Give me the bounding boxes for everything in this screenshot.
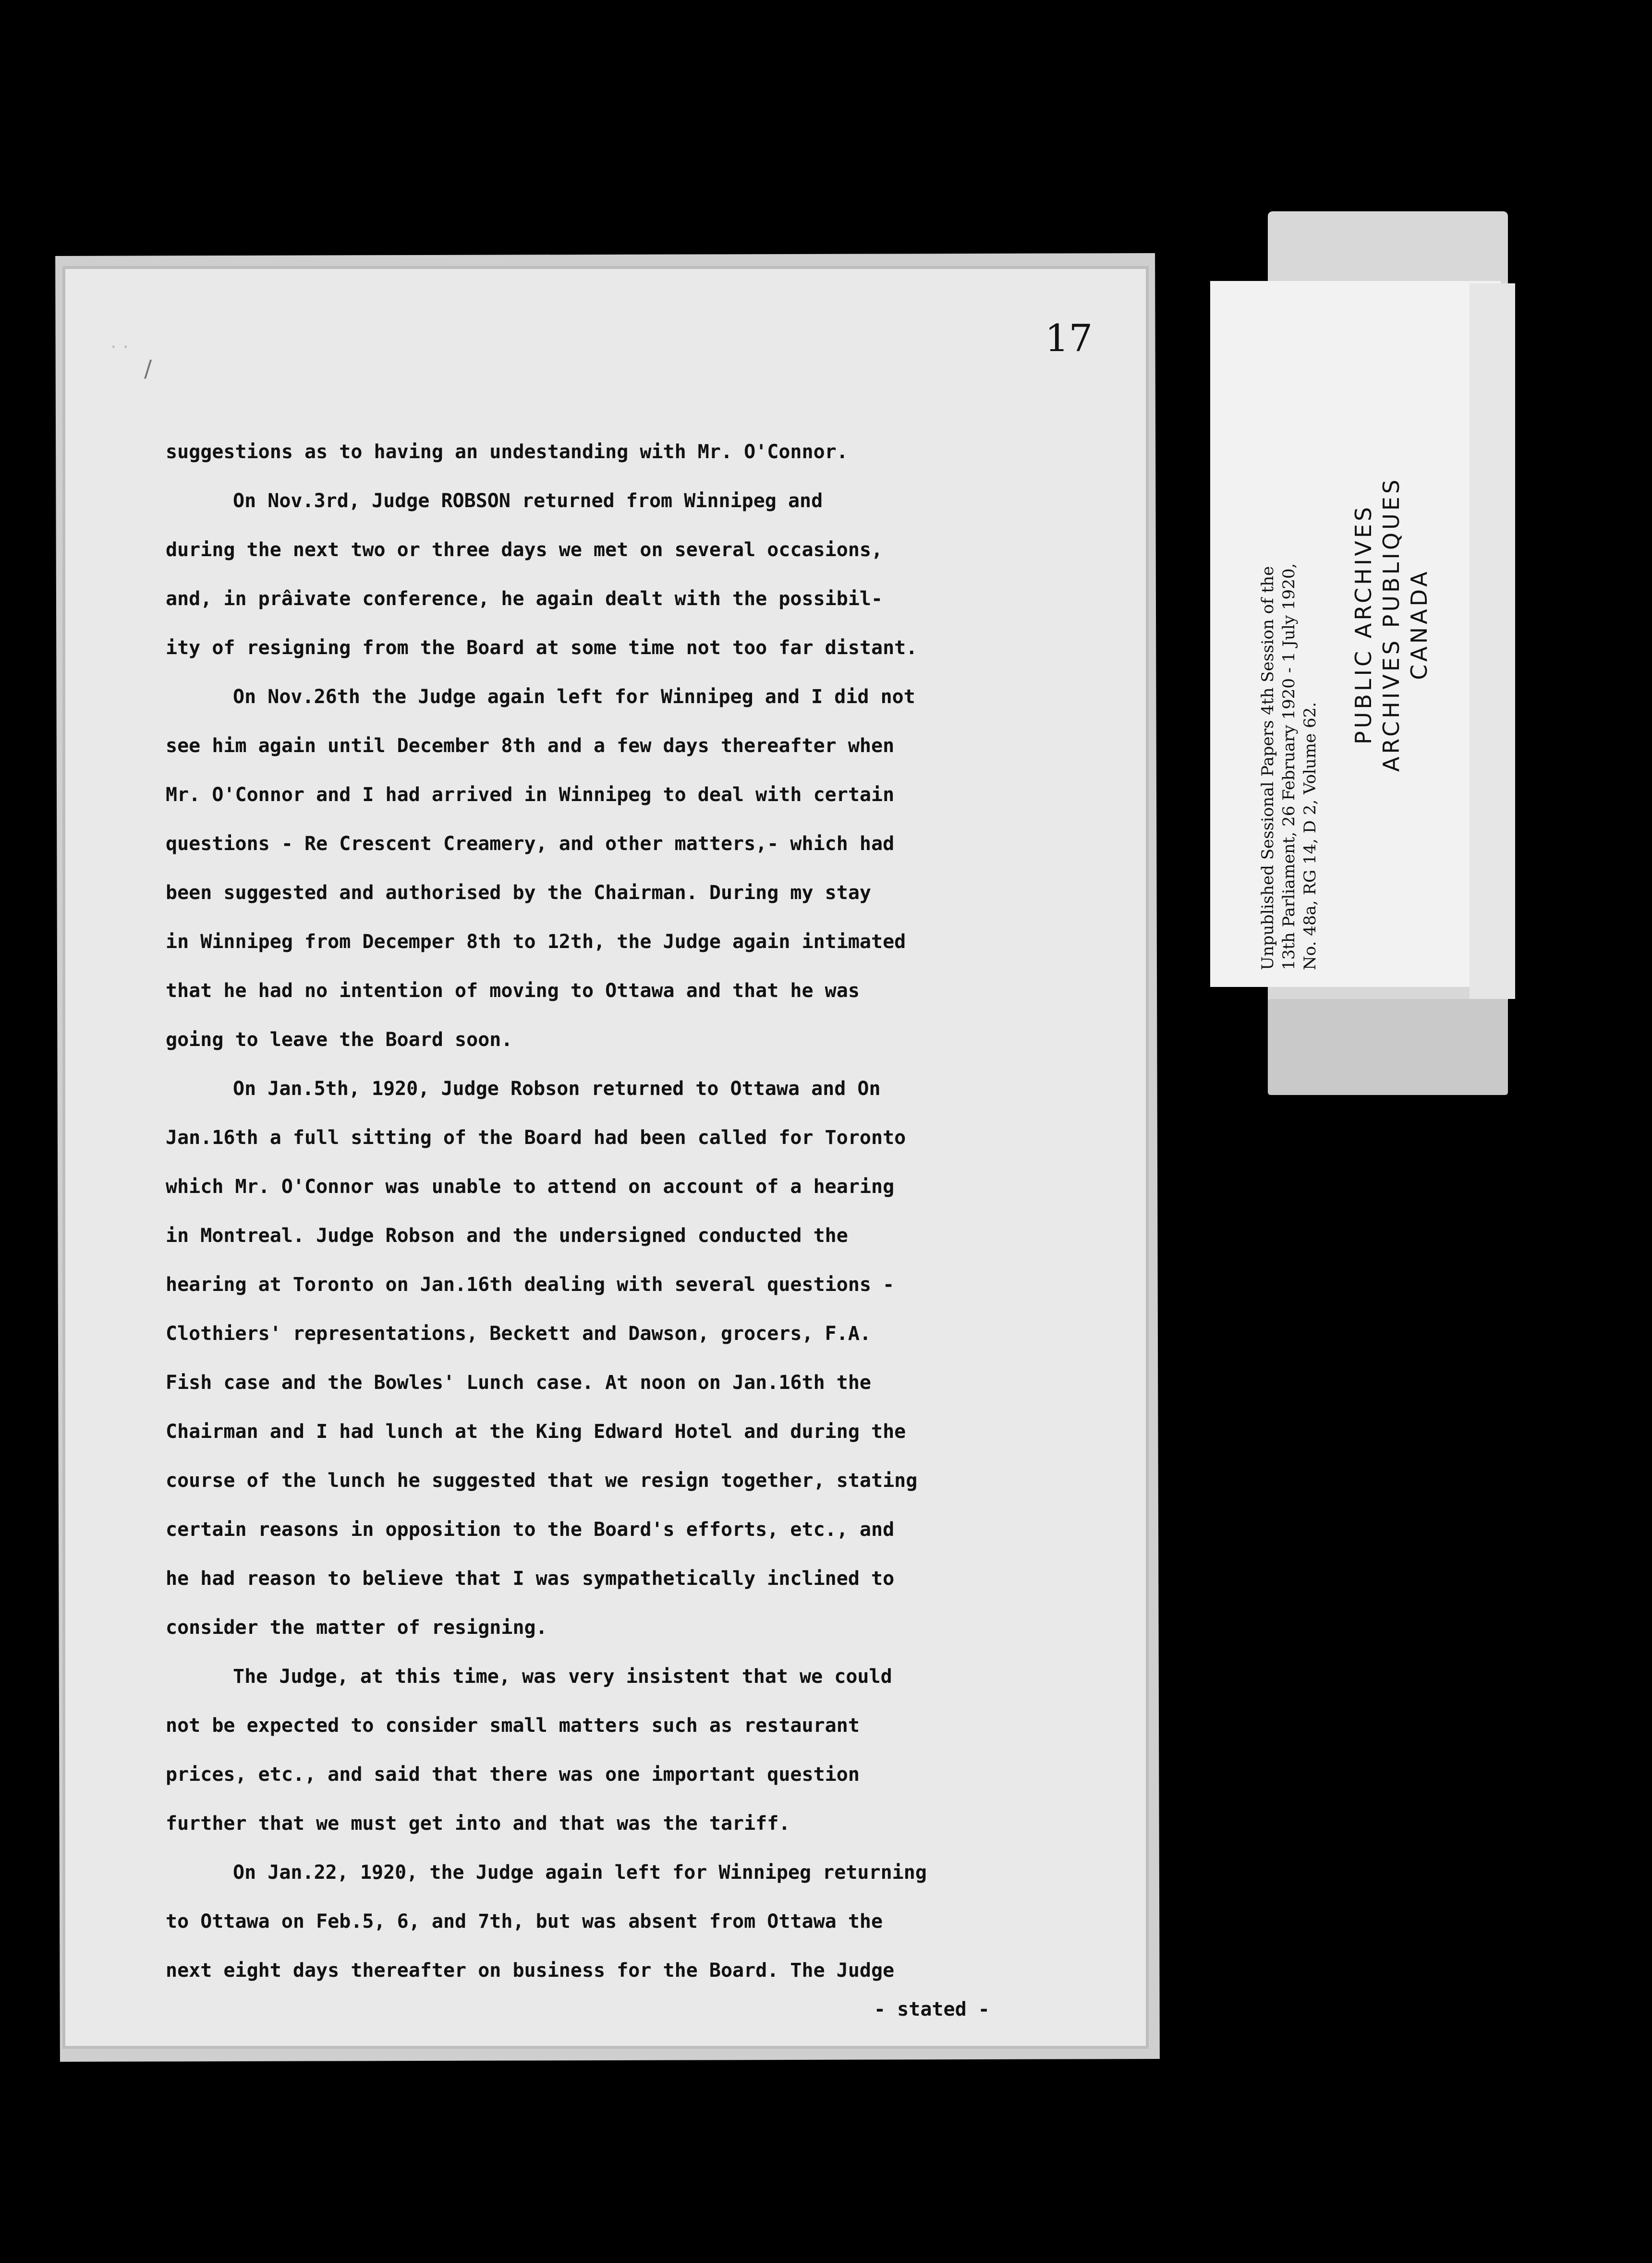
label-side-strip	[1470, 283, 1515, 999]
text-line: hearing at Toronto on Jan.16th dealing with several questions -	[166, 1274, 895, 1296]
text-line: certain reasons in opposition to the Board's efforts, etc., and	[166, 1519, 895, 1541]
text-line: On Nov.26th the Judge again left for Winnipeg and I did not	[233, 686, 915, 708]
archives-line: PUBLIC ARCHIVES	[1350, 504, 1376, 745]
text-line: which Mr. O'Connor was unable to attend on account of a hearing	[166, 1176, 895, 1198]
text-line: questions - Re Crescent Creamery, and other matters,- which had	[166, 833, 895, 855]
text-line: course of the lunch he suggested that we resign together, stating	[166, 1470, 918, 1492]
text-line: On Jan.22, 1920, the Judge again left for Winnipeg returning	[233, 1862, 927, 1884]
text-line: ity of resigning from the Board at some time not too far distant.	[166, 637, 918, 659]
text-line: not be expected to consider small matters such as restaurant	[166, 1715, 860, 1737]
text-line: On Jan.5th, 1920, Judge Robson returned to Ottawa and On	[233, 1078, 881, 1100]
archives-line: ARCHIVES PUBLIQUES	[1378, 476, 1404, 772]
margin-mark: · ·	[110, 336, 129, 358]
text-line: going to leave the Board soon.	[166, 1029, 513, 1051]
text-line: consider the matter of resigning.	[166, 1617, 547, 1639]
text-line: Chairman and I had lunch at the King Edward Hotel and during the	[166, 1421, 906, 1443]
catchword: - stated -	[874, 1998, 990, 2020]
text-line: next eight days thereafter on business for the Board. The Judge	[166, 1959, 895, 1982]
text-line: suggestions as to having an undestanding with Mr. O'Connor.	[166, 441, 848, 463]
text-line: Mr. O'Connor and I had arrived in Winnipeg to deal with certain	[166, 784, 895, 806]
citation-line: No. 48a, RG 14, D 2, Volume 62.	[1300, 702, 1320, 970]
archives-stamp	[1349, 336, 1433, 912]
label-holder-base	[1268, 999, 1508, 1095]
text-line: prices, etc., and said that there was one important question	[166, 1764, 860, 1786]
text-line: further that we must get into and that was the tariff.	[166, 1813, 790, 1835]
text-line: Fish case and the Bowles' Lunch case. At noon on Jan.16th the	[166, 1372, 872, 1394]
text-line: been suggested and authorised by the Chairman. During my stay	[166, 882, 872, 904]
margin-mark: /	[144, 355, 152, 382]
text-line: On Nov.3rd, Judge ROBSON returned from Winnipeg and	[233, 490, 823, 512]
text-line: The Judge, at this time, was very insistent that we could	[233, 1666, 892, 1688]
text-line: he had reason to believe that I was sympathetically inclined to	[166, 1568, 895, 1590]
citation-line: 13th Parliament, 26 February 1920 - 1 July 1920,	[1279, 563, 1299, 970]
text-line: during the next two or three days we met on several occasions,	[166, 539, 883, 561]
text-line: in Montreal. Judge Robson and the undersigned conducted the	[166, 1225, 848, 1247]
citation-line: Unpublished Sessional Papers 4th Session of the	[1258, 566, 1277, 970]
text-line: see him again until December 8th and a few days thereafter when	[166, 735, 895, 757]
text-line: to Ottawa on Feb.5, 6, and 7th, but was absent from Ottawa the	[166, 1910, 883, 1933]
page-number: 17	[1045, 317, 1093, 360]
typed-text-body	[166, 158, 1117, 2024]
text-line: in Winnipeg from Decemper 8th to 12th, the Judge again intimated	[166, 931, 906, 953]
text-line: that he had no intention of moving to Ottawa and that he was	[166, 980, 860, 1002]
text-line: Jan.16th a full sitting of the Board had been called for Toronto	[166, 1127, 906, 1149]
text-line: Clothiers' representations, Beckett and Dawson, grocers, F.A.	[166, 1323, 872, 1345]
text-line: and, in prâivate conference, he again dealt with the possibil-	[166, 588, 883, 610]
archives-line: CANADA	[1406, 569, 1432, 680]
archive-citation	[1257, 274, 1321, 970]
